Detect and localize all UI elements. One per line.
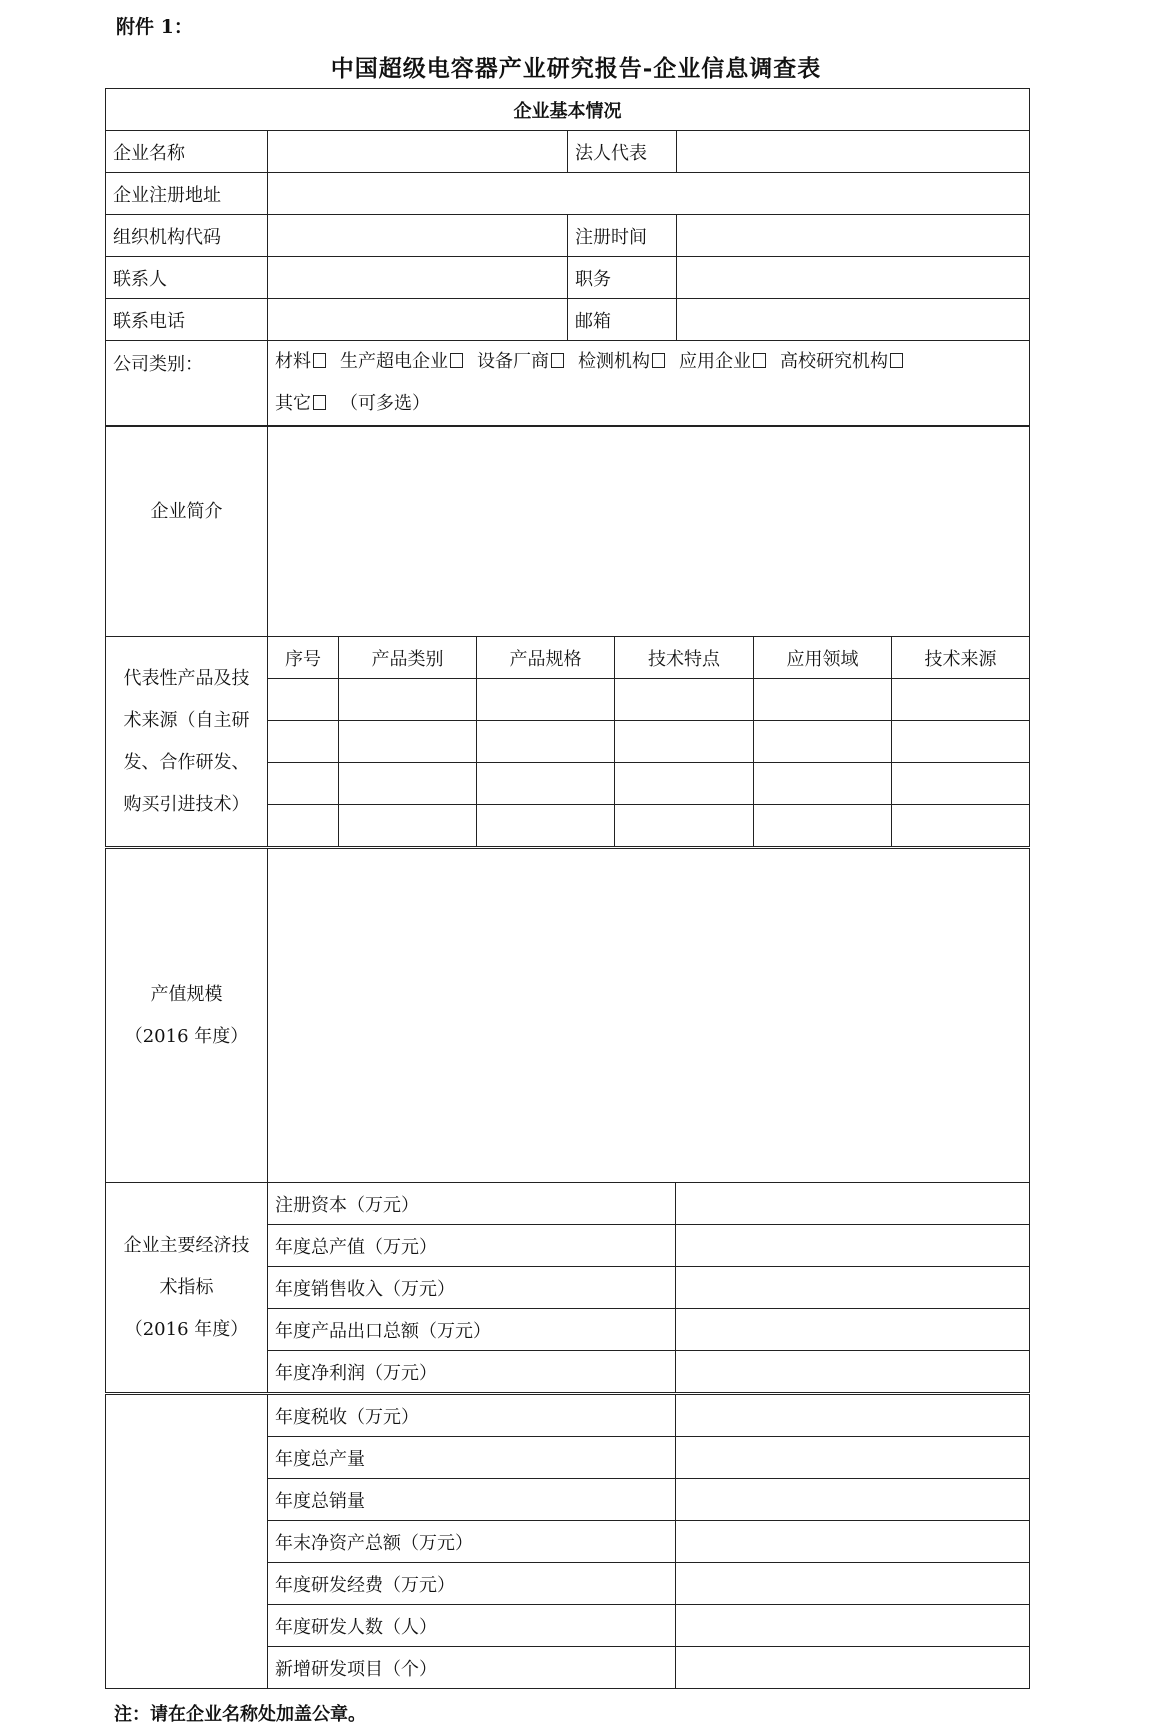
indicator-label: 年度研发人数（人）	[268, 1605, 676, 1647]
category-equipment: 设备厂商	[477, 351, 549, 372]
label-indicators-line: （2016 年度）	[124, 1318, 249, 1340]
product-cell[interactable]	[892, 679, 1030, 721]
product-cell[interactable]	[892, 721, 1030, 763]
category-testing: 检测机构	[578, 351, 650, 372]
product-cell[interactable]	[268, 721, 339, 763]
label-position: 职务	[568, 257, 677, 299]
indicator-label: 年度总产值（万元）	[268, 1225, 676, 1267]
intro-products-table	[105, 426, 1030, 847]
label-output-line: 产值规模	[150, 983, 223, 1005]
category-manufacturer: 生产超电企业	[340, 351, 448, 372]
label-phone: 联系电话	[106, 299, 268, 341]
indicator-value[interactable]	[676, 1351, 1030, 1393]
category-multi-note: （可多选）	[340, 393, 430, 414]
indicator-value[interactable]	[676, 1395, 1030, 1437]
category-other: 其它	[275, 393, 311, 414]
field-company-name[interactable]	[268, 131, 568, 173]
product-cell[interactable]	[892, 805, 1030, 847]
indicator-label: 年度总产量	[268, 1437, 676, 1479]
indicator-value[interactable]	[676, 1267, 1030, 1309]
category-options	[268, 341, 1030, 426]
product-cell[interactable]	[615, 805, 754, 847]
form-title: 中国超级电容器产业研究报告-企业信息调查表	[330, 55, 822, 82]
label-contact: 联系人	[106, 257, 268, 299]
product-cell[interactable]	[615, 763, 754, 805]
indicator-value[interactable]	[676, 1225, 1030, 1267]
label-category: 公司类别：	[106, 341, 268, 426]
indicator-value[interactable]	[676, 1309, 1030, 1351]
field-email[interactable]	[677, 299, 1030, 341]
basic-info-table	[105, 88, 1030, 426]
field-output-scale[interactable]	[268, 849, 1030, 1183]
indicator-label: 新增研发项目（个）	[268, 1647, 676, 1689]
label-intro: 企业简介	[106, 427, 268, 637]
label-indicators-line: 术指标	[159, 1276, 214, 1298]
col-header-application: 应用领域	[754, 637, 892, 679]
indicator-label: 年度产品出口总额（万元）	[268, 1309, 676, 1351]
category-application: 应用企业	[679, 351, 751, 372]
product-cell[interactable]	[754, 679, 892, 721]
label-org-code: 组织机构代码	[106, 215, 268, 257]
indicators2-label-cell	[106, 1395, 268, 1689]
product-cell[interactable]	[892, 763, 1030, 805]
label-reg-time: 注册时间	[568, 215, 677, 257]
label-output-year: （2016 年度）	[124, 1025, 249, 1047]
checkbox-application[interactable]	[753, 353, 766, 368]
indicator-label: 年度研发经费（万元）	[268, 1563, 676, 1605]
checkbox-equipment[interactable]	[551, 353, 564, 368]
product-cell[interactable]	[268, 805, 339, 847]
indicator-value[interactable]	[676, 1605, 1030, 1647]
product-cell[interactable]	[339, 721, 477, 763]
category-university: 高校研究机构	[780, 351, 888, 372]
field-contact[interactable]	[268, 257, 568, 299]
field-intro[interactable]	[268, 427, 1030, 637]
checkbox-university[interactable]	[890, 353, 903, 368]
indicator-label: 年度税收（万元）	[268, 1395, 676, 1437]
product-cell[interactable]	[477, 805, 615, 847]
indicator-label: 注册资本（万元）	[268, 1183, 676, 1225]
product-cell[interactable]	[339, 805, 477, 847]
checkbox-testing[interactable]	[652, 353, 665, 368]
product-cell[interactable]	[339, 679, 477, 721]
field-reg-time[interactable]	[677, 215, 1030, 257]
label-indicators-line: 企业主要经济技	[123, 1234, 250, 1256]
label-products-line: 发、合作研发、	[123, 751, 250, 773]
product-cell[interactable]	[615, 679, 754, 721]
indicators2-table	[105, 1394, 1030, 1689]
indicator-label: 年度销售收入（万元）	[268, 1267, 676, 1309]
product-cell[interactable]	[754, 721, 892, 763]
field-phone[interactable]	[268, 299, 568, 341]
field-legal-rep[interactable]	[677, 131, 1030, 173]
product-cell[interactable]	[477, 763, 615, 805]
indicator-value[interactable]	[676, 1647, 1030, 1689]
field-org-code[interactable]	[268, 215, 568, 257]
field-reg-address[interactable]	[268, 173, 1030, 215]
label-email: 邮箱	[568, 299, 677, 341]
label-reg-address: 企业注册地址	[106, 173, 268, 215]
attachment-label: 附件 1：	[116, 16, 193, 38]
product-cell[interactable]	[615, 721, 754, 763]
indicator-value[interactable]	[676, 1563, 1030, 1605]
product-cell[interactable]	[477, 721, 615, 763]
checkbox-other[interactable]	[313, 395, 326, 410]
label-legal-rep: 法人代表	[568, 131, 677, 173]
col-header-tech-features: 技术特点	[615, 637, 754, 679]
product-cell[interactable]	[754, 763, 892, 805]
label-company-name: 企业名称	[106, 131, 268, 173]
indicator-label: 年度总销量	[268, 1479, 676, 1521]
label-products-line: 购买引进技术）	[123, 793, 250, 815]
label-products-line: 术来源（自主研	[123, 709, 250, 731]
product-cell[interactable]	[339, 763, 477, 805]
indicator-label: 年末净资产总额（万元）	[268, 1521, 676, 1563]
field-position[interactable]	[677, 257, 1030, 299]
indicator-value[interactable]	[676, 1521, 1030, 1563]
footer-note: 注：请在企业名称处加盖公章。	[114, 1704, 366, 1725]
indicator-value[interactable]	[676, 1183, 1030, 1225]
label-output-scale	[106, 849, 268, 1183]
product-cell[interactable]	[268, 679, 339, 721]
checkbox-manufacturer[interactable]	[450, 353, 463, 368]
label-indicators	[106, 1183, 268, 1393]
category-material: 材料	[275, 351, 311, 372]
checkbox-material[interactable]	[313, 353, 326, 368]
indicator-value[interactable]	[676, 1437, 1030, 1479]
label-products	[106, 637, 268, 847]
product-cell[interactable]	[477, 679, 615, 721]
indicator-value[interactable]	[676, 1479, 1030, 1521]
section-title-basic: 企业基本情况	[106, 89, 1030, 131]
product-cell[interactable]	[754, 805, 892, 847]
col-header-index: 序号	[268, 637, 339, 679]
label-products-line: 代表性产品及技	[123, 667, 250, 689]
product-cell[interactable]	[268, 763, 339, 805]
indicator-label: 年度净利润（万元）	[268, 1351, 676, 1393]
indicators-table	[105, 1182, 1030, 1393]
col-header-spec: 产品规格	[477, 637, 615, 679]
output-scale-table	[105, 848, 1030, 1183]
col-header-tech-source: 技术来源	[892, 637, 1030, 679]
col-header-category: 产品类别	[339, 637, 477, 679]
